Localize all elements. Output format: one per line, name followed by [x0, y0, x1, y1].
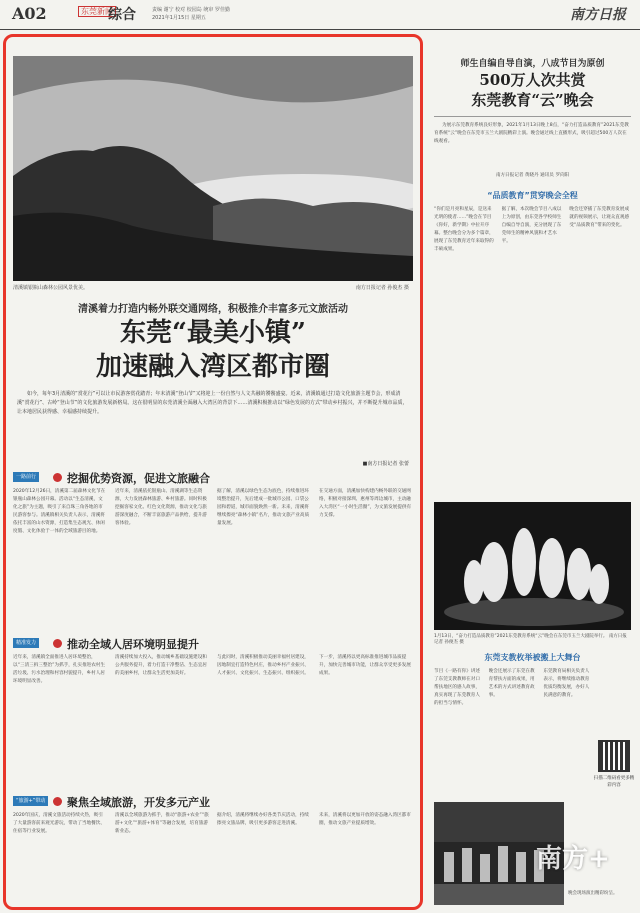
left-article	[9, 40, 417, 904]
section-3-bullet-icon	[53, 797, 62, 806]
stage-caption: 晚会现场演出精彩纷呈。	[568, 891, 618, 896]
section-2-bullet-icon	[53, 639, 62, 648]
section-1-header	[13, 470, 413, 486]
dance-photo-graphic	[434, 502, 631, 630]
right-headline-line-2: 东莞教育“云”晚会	[471, 91, 594, 109]
photo-caption	[13, 284, 413, 291]
photo-credit: 南方日报记者 孙俊杰 摄	[355, 285, 409, 291]
section-1-col-2: 近年来，清溪依托银瓶山、清溪湖等生态资源，大力发展森林旅游、乡村旅游。同时积极挖掘客家文化、红色文化资源，推动文化与旅游深度融合，不断丰富旅游产品供给，提升游客体验。	[115, 489, 207, 526]
section-2-body	[13, 654, 413, 784]
section-1-col-4: 在交通方面，清溪加快构建内畅外联的交通网络，积极对接深圳、惠州等周边城市，主动融入大湾区“一小时生活圈”，为文旅发展提供有力支撑。	[319, 489, 412, 518]
photo-caption-text: 清溪镇银瓶山森林公园风景优美。	[13, 285, 89, 291]
headline-line-2: 加速融入湾区都市圈	[95, 352, 330, 382]
section-3-header	[13, 794, 413, 810]
page-number: A02	[12, 4, 47, 23]
right-sub2-body	[434, 668, 592, 796]
qr-label: 扫描二维码看更多精彩内容	[593, 776, 635, 788]
section-3-col-3: 据介绍，清溪将继续办好各类节庆活动，持续擦亮文旅品牌，吸引更多游客走进清溪。	[217, 813, 309, 826]
article-headline	[9, 316, 417, 384]
section-2-tag: 精准发力	[13, 638, 39, 648]
section-3-title: 聚焦全域旅游，开发多元产业	[67, 796, 210, 809]
section-1-title: 挖掘优势资源，促进文旅融合	[67, 472, 210, 485]
masthead	[0, 0, 640, 30]
section-box: 东莞新闻	[78, 6, 116, 17]
section-1-col-3: 据了解，清溪以绿色生态为底色，持续推进环境整治提升，先后建成一批城市公园、口袋公园和碧道，城市面貌焕然一新。未来，清溪将继续擦亮“森林小镇”名片，推动文旅产业高质量发展。	[217, 489, 310, 526]
right-rule	[434, 116, 631, 117]
dance-photo	[434, 502, 631, 630]
section-3-col-4: 未来，清溪将以更加开放的姿态融入湾区都市圈，推动文旅产业提质增效。	[319, 813, 411, 826]
right-subhead-2: 东莞支教枚举被搬上大舞台	[484, 653, 581, 662]
nanfang-plus-watermark: 南方+	[536, 844, 610, 874]
right-kicker: 师生自编自导自演，八成节目为原创	[460, 59, 605, 69]
section-2-col-2: 清溪持续加大投入，推动城乡基础设施建设和公共服务提升，着力打造干净整洁、生态宜居的美丽乡村，让群众生活更加美好。	[115, 655, 207, 676]
right-sub2-col-1: 节目《一路有你》讲述了东莞支教教师在对口帮扶地区的感人故事，真实再现了东莞教育人的担当与情怀。	[434, 669, 480, 706]
dance-caption-text: 1月13日，“奋力打造品质教育”2021东莞教育系统“云”晚会在东莞市玉兰大剧院举行。	[434, 634, 608, 639]
masthead-info	[152, 6, 230, 22]
right-sub2-col-3: 东莞教育局相关负责人表示，将继续推动教育优质均衡发展，办好人民满意的教育。	[543, 669, 590, 698]
dance-caption	[434, 633, 631, 645]
right-sub2-col-2: 晚会还展示了东莞在教育帮扶方面的成果，用艺术的方式讲述教育故事。	[488, 669, 535, 698]
article-kicker: 清溪着力打造内畅外联交通网络，积极推介丰富多元文旅活动	[78, 304, 348, 315]
section-3-tag: “旅游+”带动	[13, 796, 48, 806]
right-sub1-col-3: 晚会还穿插了东莞教育发展成就的视频展示，让观众直观感受“品质教育”带来的变化。	[569, 207, 630, 228]
section-3-col-1: 2020年国庆，清溪文旅活动持续火热，吸引了大量游客前来观光游玩，带动了当地餐饮、住宿等行业发展。	[13, 813, 105, 834]
right-headline	[430, 70, 635, 110]
section-3-body	[13, 812, 413, 900]
newspaper-logo: 南方日报	[570, 7, 626, 23]
section-1-tag: 一路前行	[13, 472, 39, 482]
right-intro-credit: 南方日报记者 黄晓丹 通讯员 罗向阳	[495, 173, 570, 178]
right-sub1-col-1: “你们是月亮和星辰，是送来光明的使者……”晚会在节目《你好，新学期》中拉开序幕。整台晚会分为多个篇章，展现了东莞教育近年来取得的丰硕成果。	[434, 207, 494, 252]
mountain-photo-graphic	[13, 56, 413, 281]
masthead-editors: 责编 谢宁 校对 校园岛 统审 罗佳勤	[152, 7, 230, 13]
right-article	[430, 40, 635, 910]
masthead-date: 2021年1月15日 星期五	[152, 15, 206, 21]
section-2-col-3: 与此同时，清溪积极推动美丽幸福村居建设，因地制宜打造特色村庄，推动乡村产业振兴、人才振兴、文化振兴、生态振兴、组织振兴。	[217, 655, 309, 676]
mountain-photo	[13, 56, 413, 281]
section-name: 综合	[108, 7, 136, 23]
section-1-bullet-icon	[53, 473, 62, 482]
section-1-body	[13, 488, 413, 626]
lead-credit: ■南方日报记者 张蕾	[362, 461, 409, 467]
section-2-header	[13, 636, 413, 652]
right-sub1-body	[434, 206, 631, 496]
section-2-title: 推动全域人居环境明显提升	[67, 638, 199, 651]
section-1-col-1: 2020年12月26日，清溪第二届森林文化节在银瓶山森林公园开幕。活动以“生态清溪，文化之旅”为主题，吸引了来自珠三角各地的市民游客参与。清溪镇相关负责人表示，清溪将依托丰富的山水资源，打造集生态观光、休闲度假、文化体验于一体的全域旅游目的地。	[13, 489, 106, 534]
dance-credit: 南方日报记者 孙俊杰 摄	[434, 634, 627, 645]
right-subhead-1: “品质教育”贯穿晚会全程	[487, 191, 578, 200]
section-3-col-2: 清溪以全域旅游为抓手，推动“旅游+农业”“旅游+文化”“旅游+体育”等融合发展，培育旅游新业态。	[115, 813, 209, 834]
section-2-col-4: 下一步，清溪将以更高标准推进城市品质提升，加快完善城市功能，让群众享受更多发展成果。	[319, 655, 411, 676]
right-headline-line-1: 500万人次共赏	[479, 71, 586, 89]
qr-code[interactable]	[598, 740, 630, 772]
right-intro: 为展示东莞教育系统良好形象，2021年1月13日晚上8点，“奋力打造品质教育”2021东莞教育系统“云”晚会在东莞市玉兰大剧院精彩上演。晚会通过线上直播形式，吸引超过500万人次在线观看。	[434, 123, 629, 144]
right-sub1-col-2: 据了解，本次晚会节目八成以上为原创，由东莞各学校师生自编自导自演，充分展现了东莞师生的精神风貌和才艺水平。	[501, 207, 562, 244]
section-2-col-1: 近年来，清溪镇全面推进人居环境整治，以“三清三拆三整治”为抓手，扎实推进农村生活垃圾、污水治理和村容村貌提升，乡村人居环境明显改善。	[13, 655, 106, 684]
article-lead: 如今，每年3月清溪的“赏花行”可以让市民游客赏花踏青；年末清溪“登山节”又将迎上一份自然与人文共融的饕餮盛宴。近来，清溪镇通过打造文化旅游主题节会，形成清溪“赏花行”、古岭“登山节”的文化旅游发展新格局。这在很明显的东莞清溪全面融入大湾区的背景下……清溪积极推动以“绿色发展的方式”带动乡村振兴，并不断提升城市品质，让本地居民获得感、幸福感持续提升。	[17, 391, 408, 415]
headline-line-1: 东莞“最美小镇”	[120, 318, 306, 348]
